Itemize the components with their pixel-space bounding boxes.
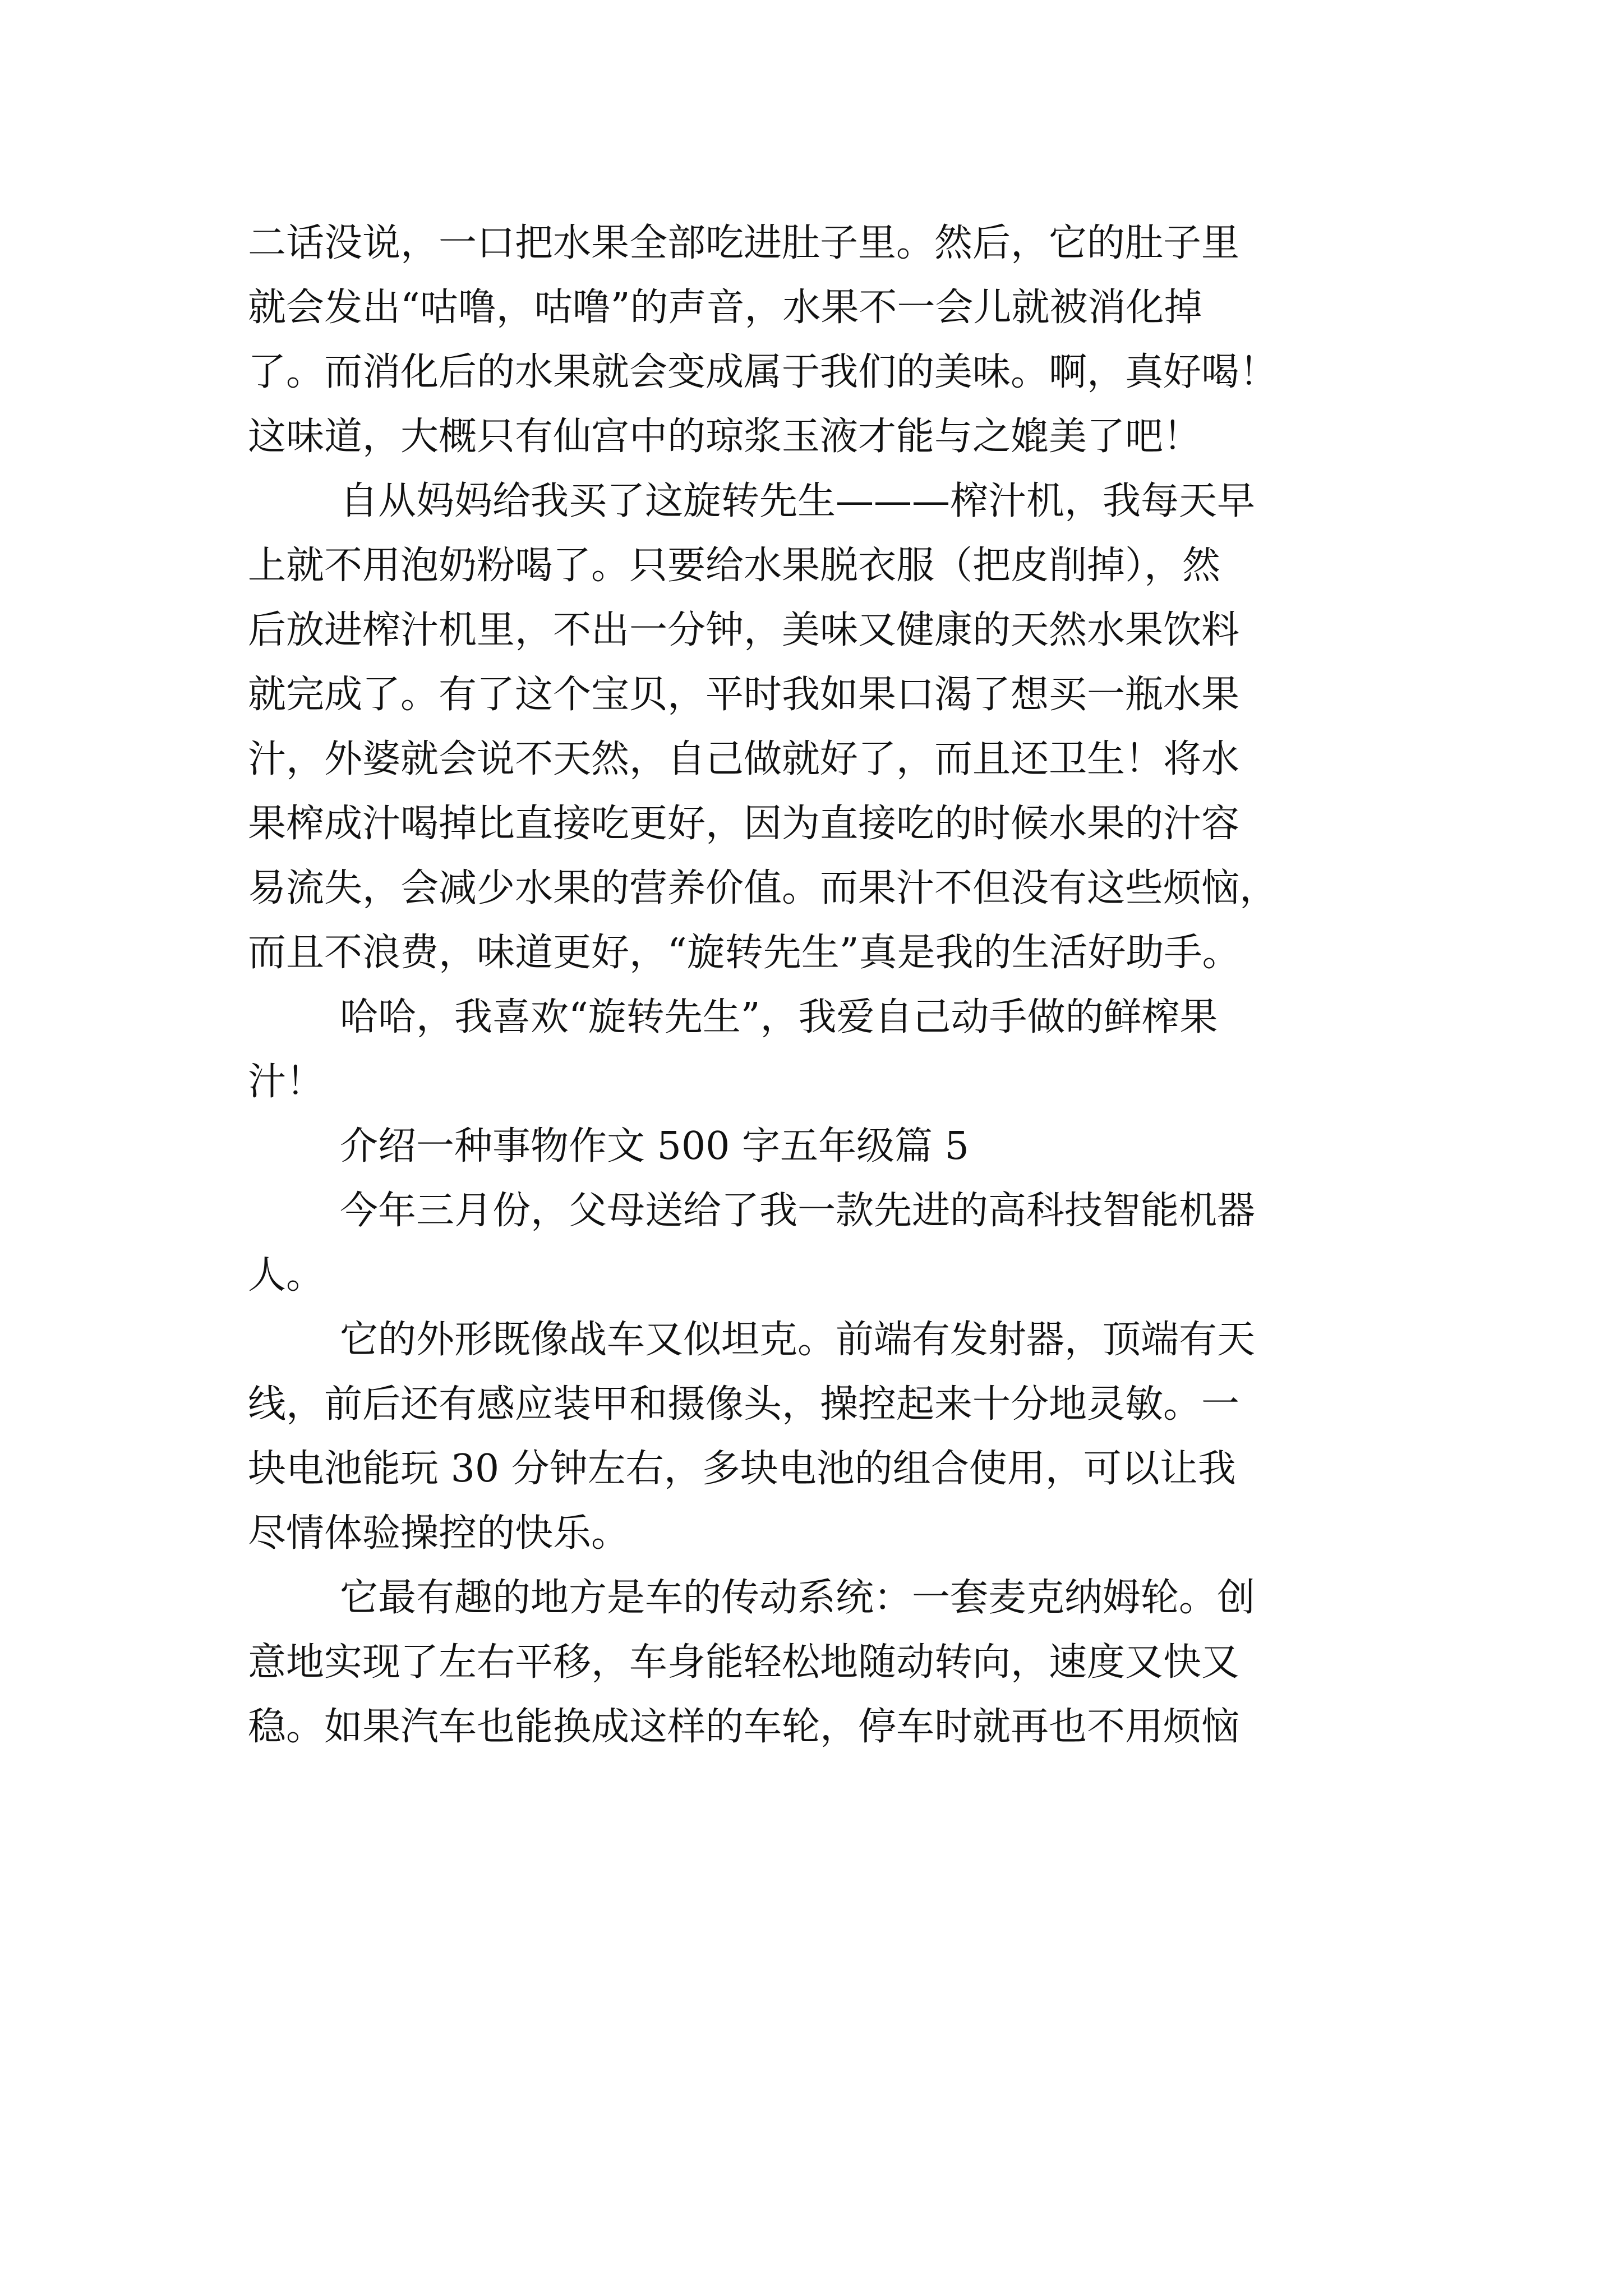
text-line: 就会发出“咕噜，咕噜”的声音，水果不一会儿就被消化掉	[248, 286, 1202, 330]
paragraph-first-line: 它的外形既像战车又似坦克。前端有发射器，顶端有天	[340, 1318, 1256, 1362]
text-line: 尽情体验操控的快乐。	[248, 1511, 630, 1556]
text-line: 后放进榨汁机里，不出一分钟，美味又健康的天然水果饮料	[248, 608, 1240, 652]
essay-body	[248, 211, 1392, 1759]
text-line: 意地实现了左右平移，车身能轻松地随动转向，速度又快又	[248, 1640, 1240, 1685]
text-line: 块电池能玩 30 分钟左右，多块电池的组合使用，可以让我	[248, 1447, 1236, 1491]
paragraph-first-line: 介绍一种事物作文 500 字五年级篇 5	[340, 1124, 969, 1168]
paragraph-first-line: 它最有趣的地方是车的传动系统：一套麦克纳姆轮。创	[340, 1576, 1256, 1620]
text-line: 汁，外婆就会说不天然，自己做就好了，而且还卫生！将水	[248, 737, 1240, 781]
text-line: 汁！	[248, 1060, 325, 1104]
text-line: 而且不浪费，味道更好，“旋转先生”真是我的生活好助手。	[248, 931, 1241, 975]
text-line: 上就不用泡奶粉喝了。只要给水果脱衣服（把皮削掉），然	[248, 544, 1221, 588]
text-line: 这味道，大概只有仙宫中的琼浆玉液才能与之媲美了吧！	[248, 415, 1202, 459]
text-line: 稳。如果汽车也能换成这样的车轮，停车时就再也不用烦恼	[248, 1705, 1240, 1749]
text-line: 人。	[248, 1253, 325, 1297]
text-line: 了。而消化后的水果就会变成属于我们的美味。啊，真好喝！	[248, 350, 1278, 394]
paragraph-first-line: 今年三月份，父母送给了我一款先进的高科技智能机器	[340, 1189, 1256, 1233]
paragraph-first-line: 自从妈妈给我买了这旋转先生———榨汁机，我每天早	[340, 479, 1256, 523]
text-line: 果榨成汁喝掉比直接吃更好，因为直接吃的时候水果的汁容	[248, 802, 1240, 846]
text-line: 二话没说，一口把水果全部吃进肚子里。然后，它的肚子里	[248, 221, 1240, 265]
text-line: 线，前后还有感应装甲和摄像头，操控起来十分地灵敏。一	[248, 1382, 1240, 1427]
paragraph-first-line: 哈哈，我喜欢“旋转先生”，我爱自己动手做的鲜榨果	[340, 995, 1218, 1039]
text-line: 就完成了。有了这个宝贝，平时我如果口渴了想买一瓶水果	[248, 673, 1240, 717]
text-line: 易流失，会减少水果的营养价值。而果汁不但没有这些烦恼，	[248, 866, 1278, 910]
